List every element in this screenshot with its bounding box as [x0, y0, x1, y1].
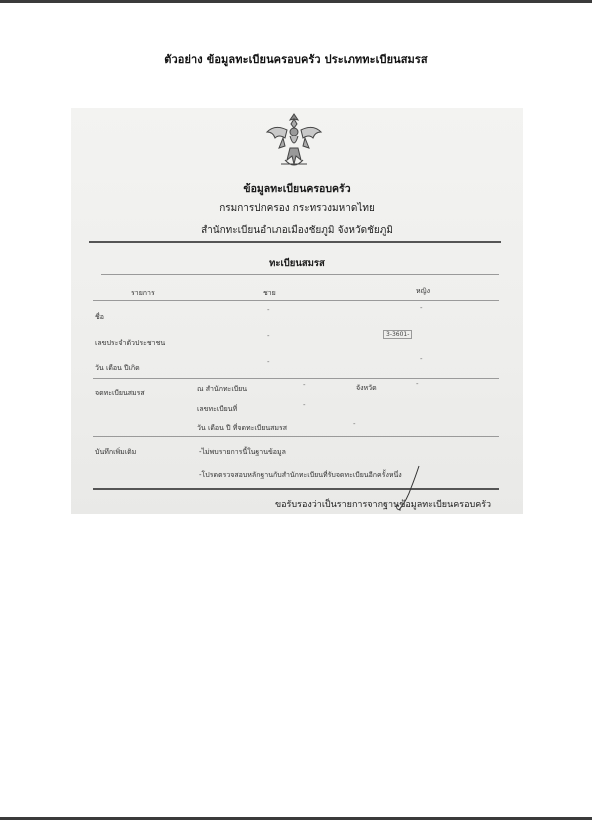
document-header-title: ข้อมูลทะเบียนครอบครัว: [243, 183, 351, 195]
page-title: ตัวอย่าง ข้อมูลทะเบียนครอบครัว ประเภททะเบียนสมรส: [164, 53, 428, 66]
document-header-office: สำนักทะเบียนอำเภอเมืองชัยภูมิ จังหวัดชัยภูมิ: [201, 225, 393, 236]
blank-value: -: [420, 304, 423, 312]
blank-value: -: [416, 380, 419, 388]
blank-value: -: [267, 358, 270, 366]
id-number-partial: 3-3601-: [383, 330, 412, 339]
row-label-id: เลขประจำตัวประชาชน: [95, 339, 166, 347]
blank-value: -: [303, 401, 306, 409]
divider: [89, 241, 501, 243]
row-label-dob: วัน เดือน ปีเกิด: [95, 364, 140, 372]
register-number-label: เลขทะเบียนที่: [197, 405, 238, 413]
register-office-label: ณ สำนักทะเบียน: [197, 385, 248, 393]
divider: [93, 300, 499, 301]
blank-value: -: [267, 306, 270, 314]
divider: [93, 488, 499, 490]
column-header-female: หญิง: [416, 287, 430, 295]
signature-icon: [391, 464, 431, 514]
column-header-male: ชาย: [263, 289, 276, 297]
section-title: ทะเบียนสมรส: [269, 258, 325, 269]
blank-value: -: [267, 332, 270, 340]
document-header-department: กรมการปกครอง กระทรวงมหาดไทย: [219, 203, 375, 214]
garuda-emblem-icon: [261, 110, 327, 174]
certification-text: ขอรับรองว่าเป็นรายการจากฐานข้อมูลทะเบียนครอบครัว: [275, 500, 492, 510]
row-label-name: ชื่อ: [95, 313, 104, 321]
document-photo: [71, 108, 523, 514]
blank-value: -: [420, 355, 423, 363]
blank-value: -: [353, 420, 356, 428]
column-header-item: รายการ: [131, 289, 155, 297]
register-province-label: จังหวัด: [356, 384, 377, 392]
blank-value: -: [303, 381, 306, 389]
note-not-found: -ไม่พบรายการนี้ในฐานข้อมูล: [199, 448, 286, 456]
top-border: [0, 0, 592, 3]
divider: [93, 378, 499, 379]
register-date-label: วัน เดือน ปี ที่จดทะเบียนสมรส: [197, 424, 288, 432]
row-label-notes: บันทึกเพิ่มเติม: [95, 448, 137, 456]
divider: [93, 436, 499, 437]
note-verify: -โปรดตรวจสอบหลักฐานกับสำนักทะเบียนที่รับจดทะเบียนอีกครั้งหนึ่ง: [199, 471, 402, 479]
divider: [101, 274, 499, 275]
row-label-register: จดทะเบียนสมรส: [95, 389, 145, 397]
